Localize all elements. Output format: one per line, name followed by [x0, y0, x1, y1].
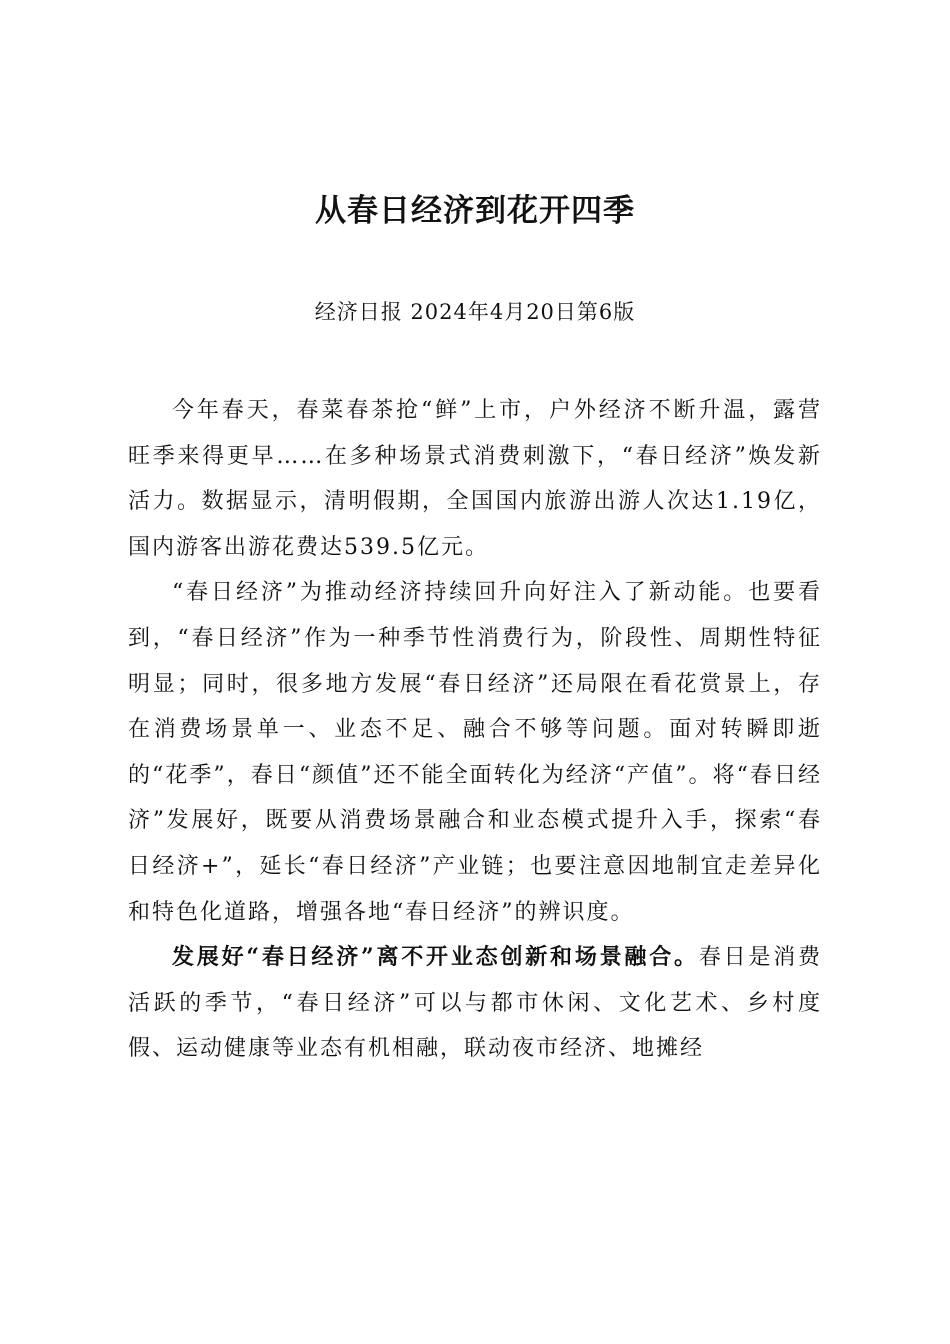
paragraph-2: [128, 570, 822, 935]
article-title: 从春日经济到花开四季: [315, 193, 635, 229]
article-body: [128, 388, 822, 1072]
paragraph-1-text: 今年春天，春菜春茶抢“鲜”上市，户外经济不断升温，露营旺季来得更早……在多种场景式消费刺激下，“春日经济”焕发新活力。数据显示，清明假期，全国国内旅游出游人次达1.19亿，国内游客出游花费达539.5亿元。: [128, 398, 822, 560]
paragraph-3-lead: 发展好“春日经济”离不开业态创新和场景融合。: [172, 944, 699, 971]
paragraph-2-text: “春日经济”为推动经济持续回升向好注入了新动能。也要看到，“春日经济”作为一种季节性消费行为，阶段性、周期性特征明显；同时，很多地方发展“春日经济”还局限在看花赏景上，存在消费场景单一、业态不足、融合不够等问题。面对转瞬即逝的“花季”，春日“颜值”还不能全面转化为经济“产值”。将“春日经济”发展好，既要从消费场景融合和业态模式提升入手，探索“春日经济+”，延长“春日经济”产业链；也要注意因地制宜走差异化和特色化道路，增强各地“春日经济”的辨识度。: [128, 580, 822, 925]
paragraph-3-text: 春日是消费活跃的季节，“春日经济”可以与都市休闲、文化艺术、乡村度假、运动健康等业态有机相融，联动夜市经济、地摊经: [128, 945, 822, 1062]
paragraph-3: [128, 935, 822, 1072]
paragraph-1: [128, 388, 822, 570]
article-byline: 经济日报 2024年4月20日第6版: [314, 300, 636, 324]
